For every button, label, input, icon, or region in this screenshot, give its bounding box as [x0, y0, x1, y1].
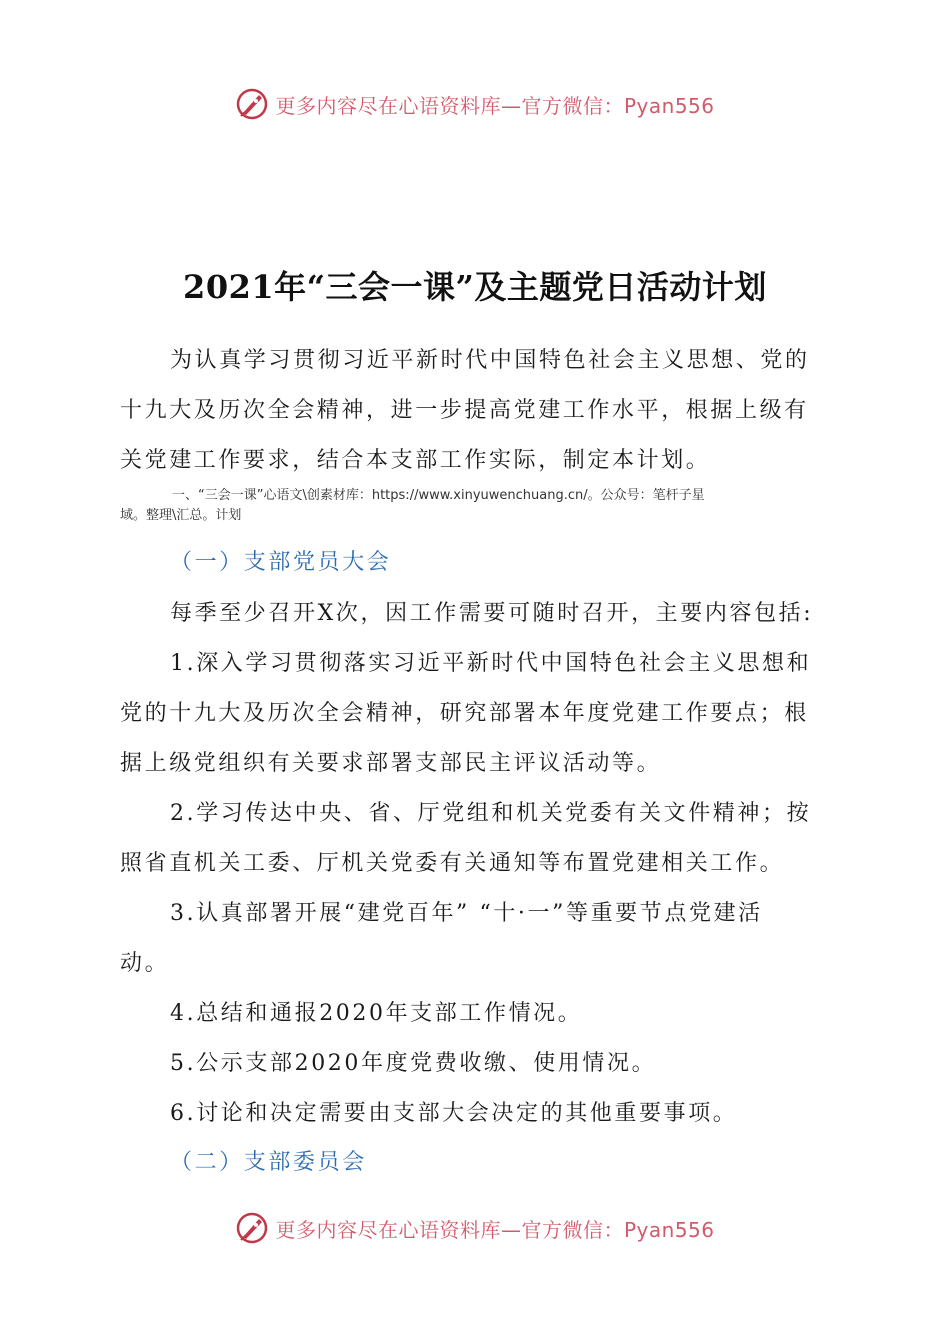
intro-line-2: 十九大及历次全会精神，进一步提高党建工作水平，根据上级有: [120, 398, 809, 423]
quill-pen-logo-icon: [235, 1211, 269, 1245]
item-1-line-2: 党的十九大及历次全会精神，研究部署本年度党建工作要点；根: [120, 701, 809, 726]
item-1-line-1: 1.深入学习贯彻落实习近平新时代中国特色社会主义思想和: [170, 651, 812, 676]
item-4: 4.总结和通报2020年支部工作情况。: [170, 1001, 583, 1026]
footer-wechat-id: Pyan556: [623, 1217, 715, 1242]
source-note-line-2: 域。整理\汇总。计划: [120, 508, 242, 523]
source-note: [120, 486, 832, 526]
item-3-line-1: 3.认真部署开展“建党百年” “十·一”等重要节点党建活: [170, 901, 763, 926]
item-2-line-1: 2.学习传达中央、省、厅党组和机关党委有关文件精神；按: [170, 801, 812, 826]
header-wechat-id: Pyan556: [623, 93, 715, 118]
footer-text: [275, 1214, 714, 1243]
section-heading-1: （一）支部党员大会: [170, 550, 392, 575]
item-3-line-2: 动。: [120, 951, 170, 976]
document-title: 2021年“三会一课”及主题党日活动计划: [183, 268, 767, 306]
section1-lead: 每季至少召开X次，因工作需要可随时召开，主要内容包括:: [170, 601, 814, 626]
footer-banner: [0, 1208, 950, 1248]
item-1-line-3: 据上级党组织有关要求部署支部民主评议活动等。: [120, 751, 662, 776]
section-heading-2: （二）支部委员会: [170, 1150, 367, 1175]
header-banner: [0, 84, 950, 124]
intro-line-3: 关党建工作要求，结合本支部工作实际，制定本计划。: [120, 448, 711, 473]
header-caption: 更多内容尽在心语资料库—官方微信：: [275, 93, 624, 118]
item-5: 5.公示支部2020年度党费收缴、使用情况。: [170, 1051, 657, 1076]
source-note-line-1: 一、“三会一课”心语文\创素材库：https://www.xinyuwenchuang.cn/。公众号：笔杆子星: [172, 488, 705, 503]
quill-pen-logo-icon: [235, 87, 269, 121]
footer-caption: 更多内容尽在心语资料库—官方微信：: [275, 1217, 624, 1242]
item-2-line-2: 照省直机关工委、厅机关党委有关通知等布置党建相关工作。: [120, 851, 785, 876]
item-6: 6.讨论和决定需要由支部大会决定的其他重要事项。: [170, 1101, 738, 1126]
intro-line-1: 为认真学习贯彻习近平新时代中国特色社会主义思想、党的: [170, 348, 810, 373]
header-text: [275, 90, 714, 119]
